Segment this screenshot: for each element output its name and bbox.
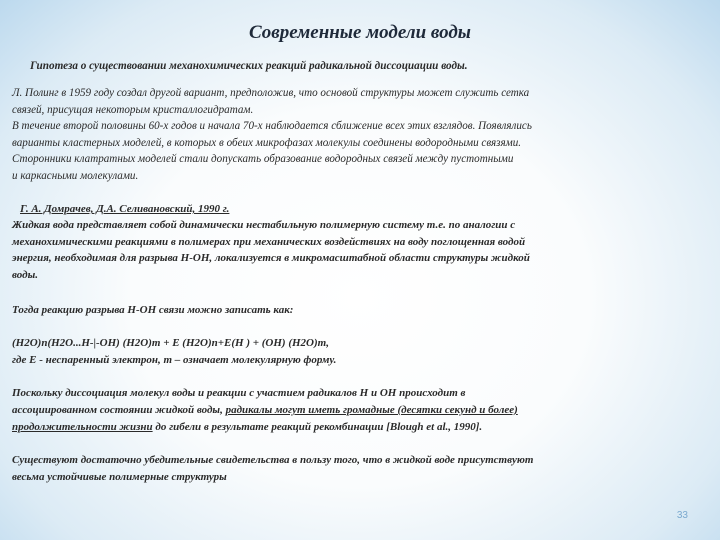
text-line: Существуют достаточно убедительные свидетельства в пользу того, что в жидкой воде присутствуют (12, 454, 534, 466)
text-fragment: до гибели в результате реакций рекомбинации [Blough et al., 1990]. (152, 421, 483, 433)
authors-heading: Г. А. Домрачев, Д.А. Селивановский, 1990 г. (20, 203, 230, 215)
paragraph-polymer-structures (12, 452, 712, 485)
text-line: В течение второй половины 60-х годов и начала 70-х наблюдается сближение всех этих взглядов. Появлялись (12, 120, 532, 133)
text-line: Сторонники клатратных моделей стали допускать образование водородных связей между пустотными (12, 153, 514, 166)
text-line: весьма устойчивые полимерные структуры (12, 470, 227, 483)
underlined-fragment: радикалы могут иметь громадные (десятки секунд и более) (225, 404, 518, 416)
text-line: где Е - неспаренный электрон, m – означает молекулярную форму. (12, 354, 337, 366)
text-line: варианты кластерных моделей, в которых в обеих микрофазах молекулы соединены водородными связями. (12, 136, 522, 149)
slide-subtitle: Гипотеза о существовании механохимических реакций радикальной диссоциации воды. (30, 60, 468, 72)
paragraph-reaction-formula (12, 335, 712, 369)
paragraph-pauling (12, 85, 712, 185)
text-line: и каркасными молекулами. (12, 169, 139, 182)
text-line: Поскольку диссоциация молекул воды и реакции с участием радикалов Н и ОН происходит в (12, 387, 466, 399)
paragraph-liquid-water (12, 217, 712, 283)
text-line: воды. (12, 268, 38, 281)
reaction-formula: (H2O)n(H2O...H-|-OH) (H2O)m + E (H2O)n+E(H ) + (OH) (H2O)m, (12, 337, 329, 349)
text-line: Л. Полинг в 1959 году создал другой вариант, предположив, что основой структуры может служить сетка (12, 87, 530, 99)
page-number: 33 (676, 510, 688, 521)
paragraph-dissociation (12, 385, 712, 436)
text-line (12, 419, 712, 436)
underlined-fragment: продолжительности жизни (12, 421, 153, 433)
text-line: Жидкая вода представляет собой динамически нестабильную полимерную систему т.е. по аналогии с (12, 219, 516, 231)
text-line: связей, присущая некоторым кристаллогидратам. (12, 103, 254, 116)
paragraph-reaction-intro: Тогда реакцию разрыва Н-ОН связи можно записать как: (12, 304, 294, 316)
text-line: механохимическими реакциями в полимерах при механических воздействиях на воду поглощенная водой (12, 235, 526, 248)
slide-title: Современные модели воды (249, 22, 471, 43)
text-fragment: ассоциированном состоянии жидкой воды, (12, 404, 226, 416)
text-line (12, 402, 712, 419)
text-line: энергия, необходимая для разрыва Н-ОН, локализуется в микромасштабной области структуры жидкой (12, 252, 530, 265)
